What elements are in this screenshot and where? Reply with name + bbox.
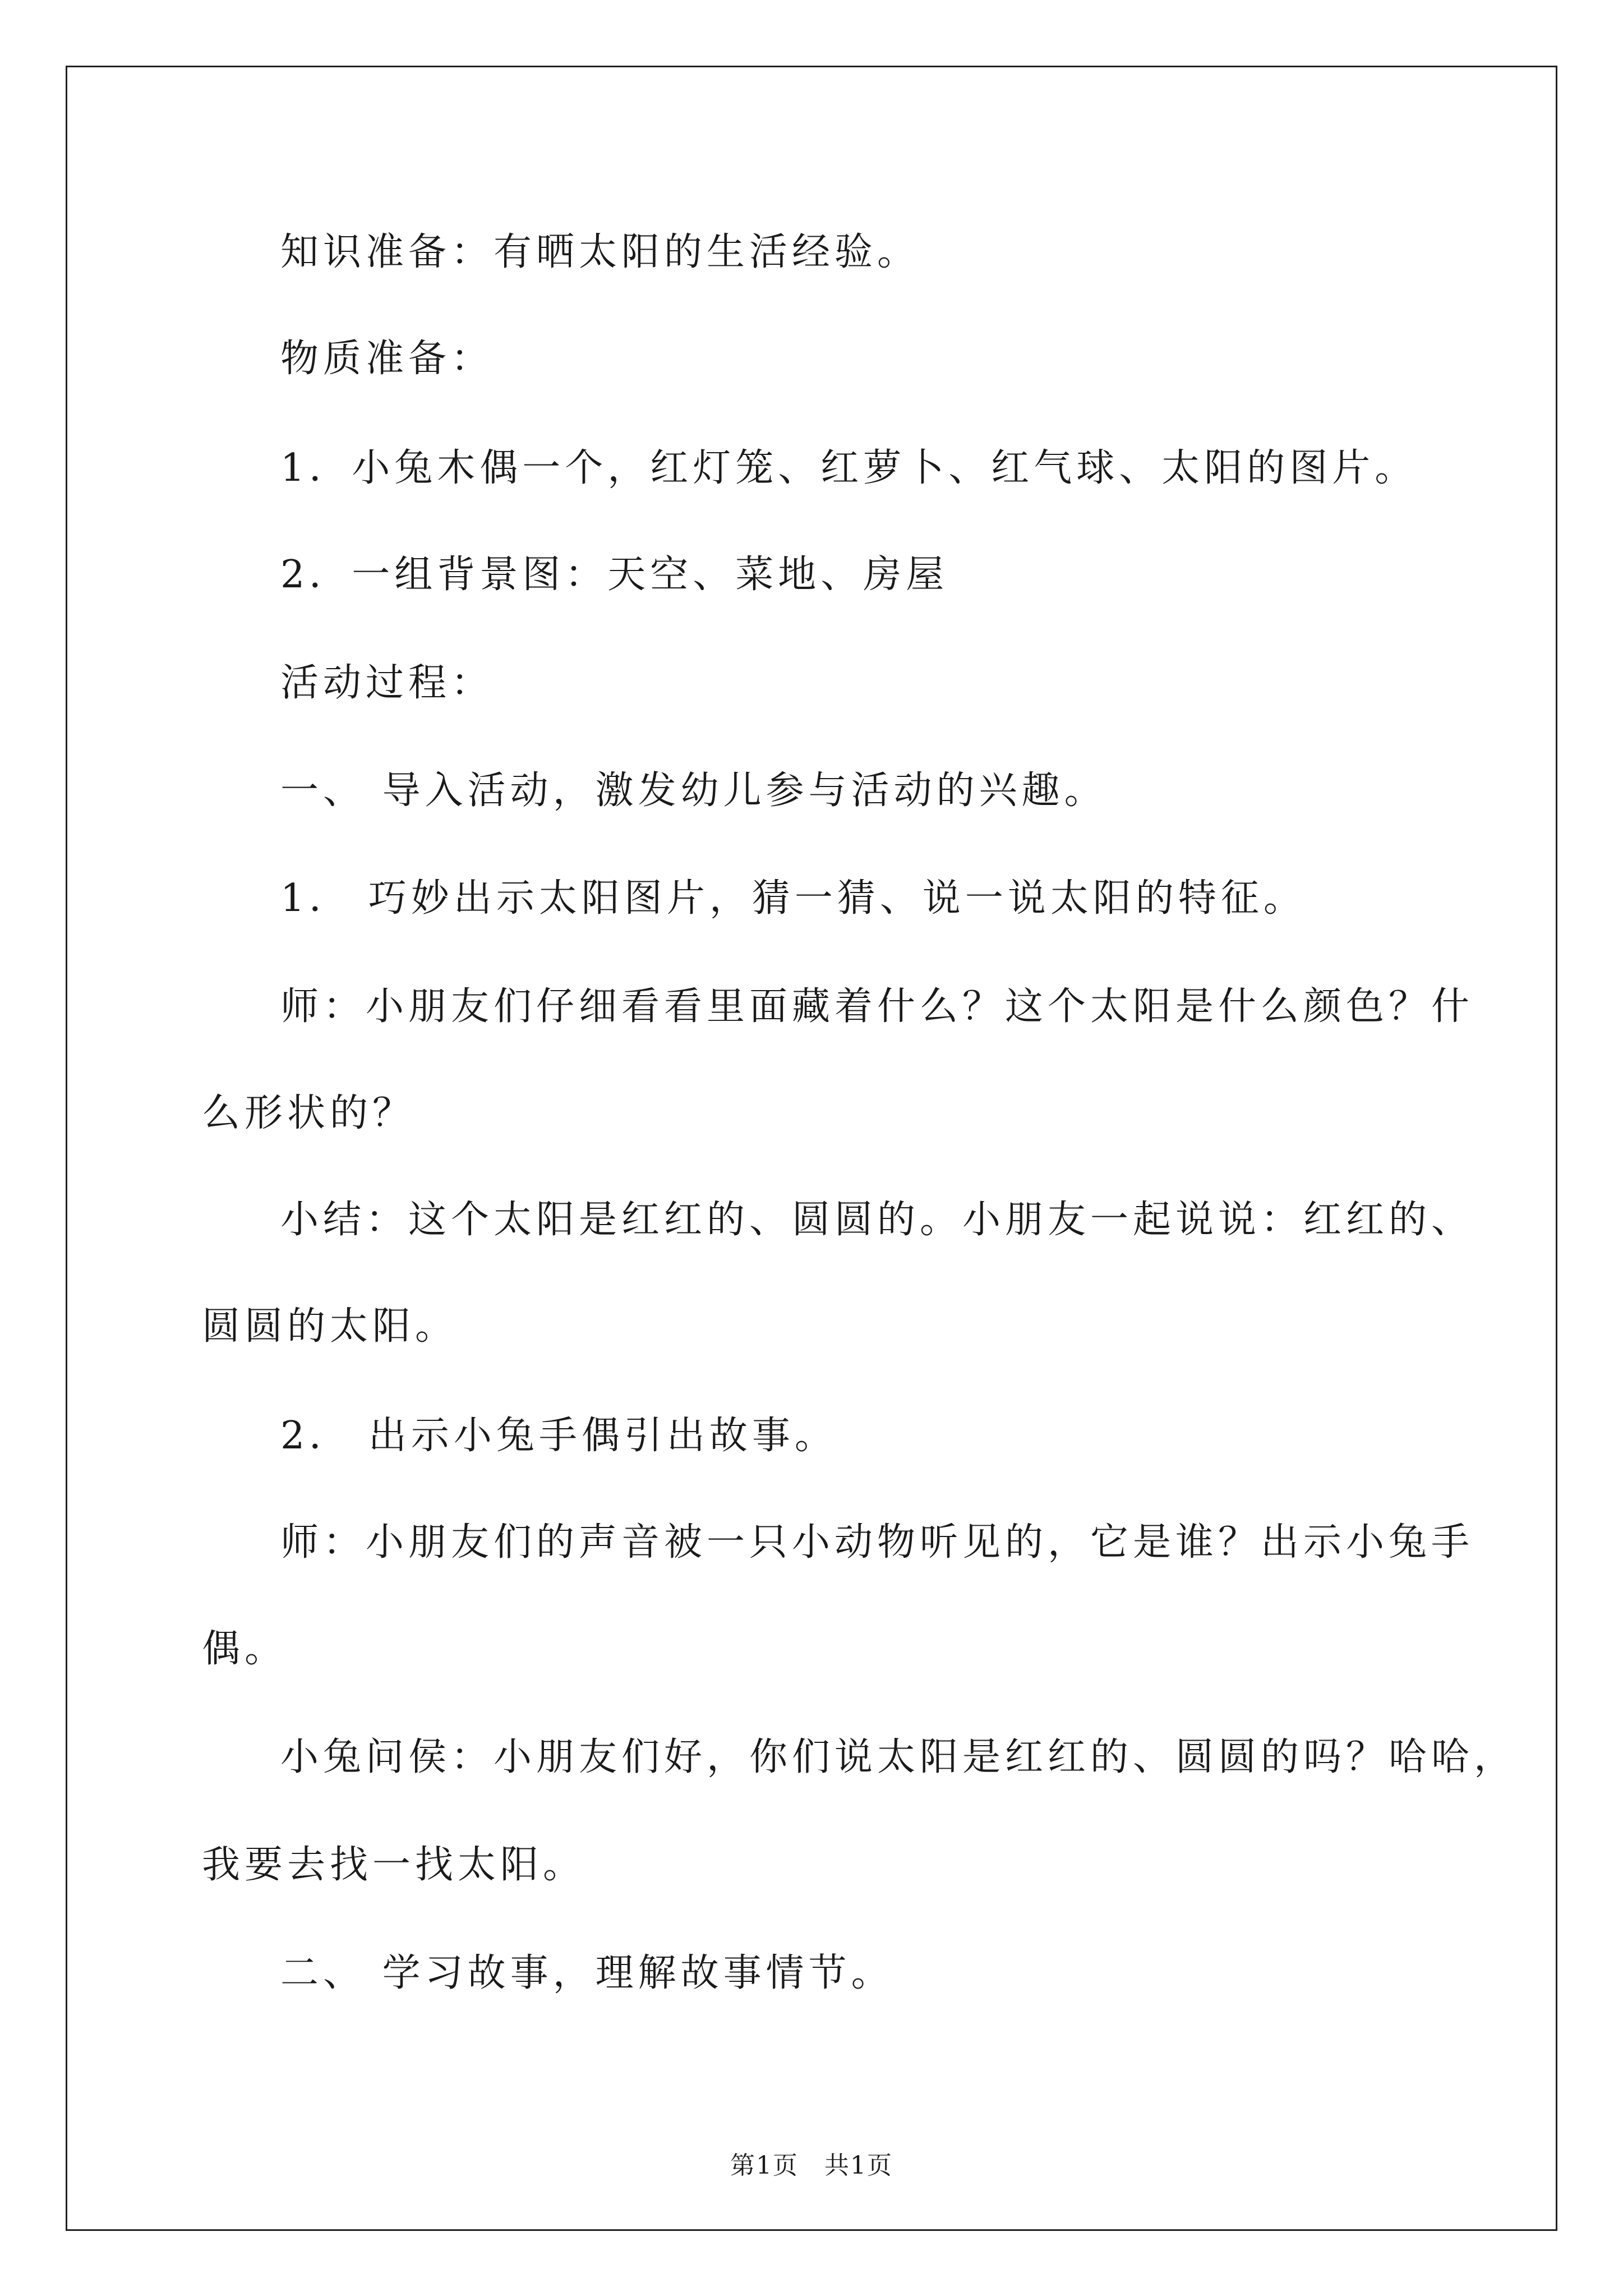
paragraph-teacher-2-line-1: 师：小朋友们的声音被一只小动物听见的，它是谁？出示小兔手	[280, 1520, 1474, 1565]
paragraph-activity-process: 活动过程：	[280, 661, 494, 705]
paragraph-section-1: 一、 导入活动，激发幼儿参与活动的兴趣。	[280, 769, 1107, 813]
paragraph-material-prep: 物质准备：	[280, 337, 494, 381]
paragraph-step-2: 2． 出示小兔手偶引出故事。	[280, 1414, 837, 1458]
paragraph-knowledge-prep: 知识准备：有晒太阳的生活经验。	[280, 230, 920, 274]
paragraph-rabbit-line-2: 我要去找一找太阳。	[202, 1843, 586, 1887]
paragraph-summary-line-1: 小结：这个太阳是红红的、圆圆的。小朋友一起说说：红红的、	[280, 1198, 1474, 1242]
paragraph-teacher-1-line-1: 师：小朋友们仔细看看里面藏着什么？这个太阳是什么颜色？什	[280, 984, 1474, 1029]
paragraph-rabbit-line-1: 小兔问侯：小朋友们好，你们说太阳是红红的、圆圆的吗？哈哈，	[280, 1735, 1517, 1779]
paragraph-teacher-2-line-2: 偶。	[202, 1627, 288, 1671]
paragraph-material-item-2: 2．一组背景图：天空、菜地、房屋	[280, 553, 949, 597]
paragraph-section-2: 二、 学习故事，理解故事情节。	[280, 1951, 894, 1995]
page-number-footer: 第1页 共1页	[730, 2151, 893, 2180]
page-border	[66, 66, 1557, 2231]
paragraph-summary-line-2: 圆圆的太阳。	[202, 1304, 458, 1349]
paragraph-teacher-1-line-2: 么形状的？	[202, 1091, 416, 1135]
paragraph-material-item-1: 1．小兔木偶一个，红灯笼、红萝卜、红气球、太阳的图片。	[280, 446, 1418, 490]
paragraph-step-1: 1． 巧妙出示太阳图片，猜一猜、说一说太阳的特征。	[280, 876, 1306, 921]
